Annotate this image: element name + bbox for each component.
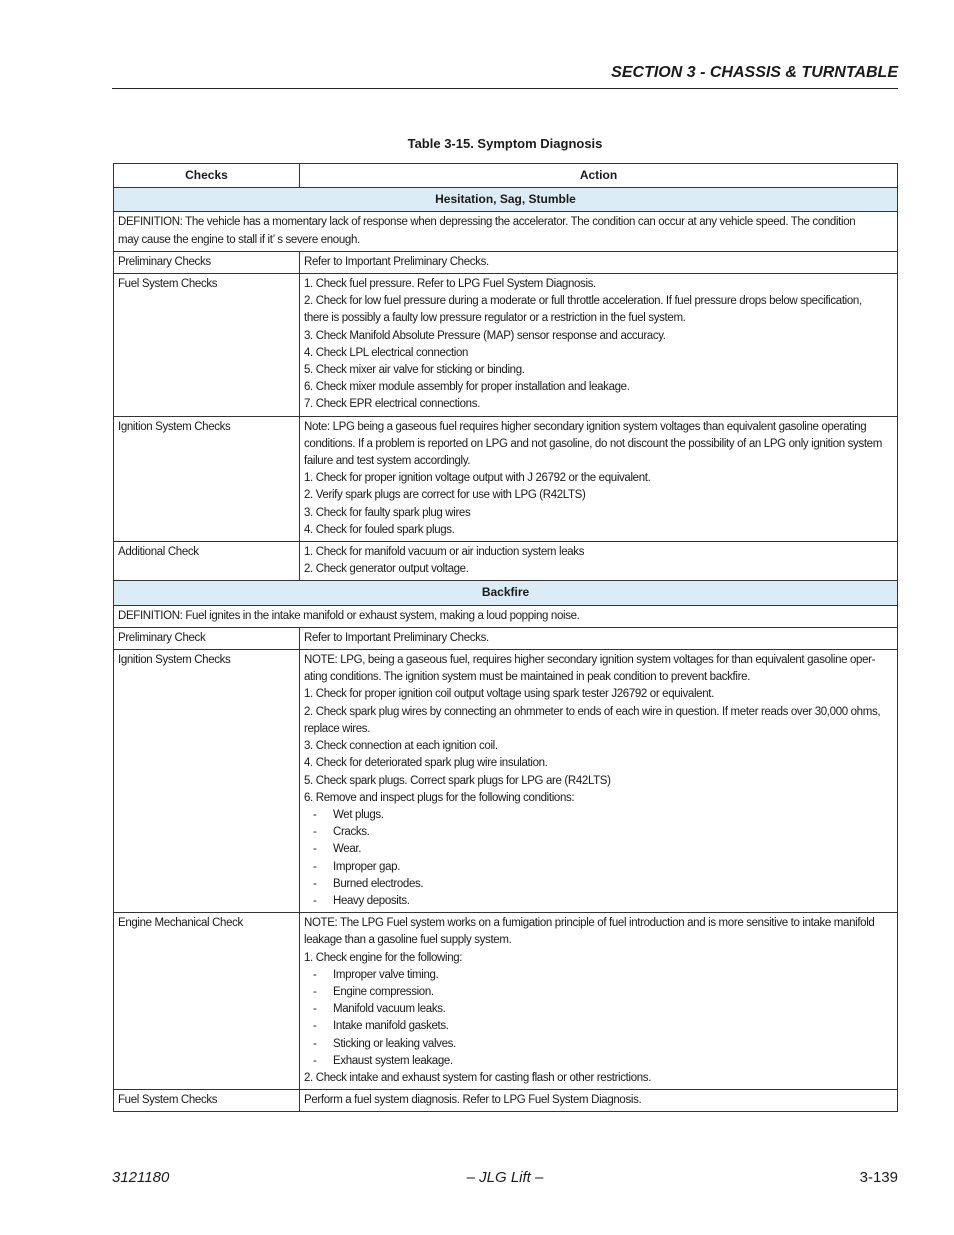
action-line: Refer to Important Preliminary Checks. bbox=[304, 631, 489, 644]
bullet-dash: - bbox=[313, 843, 317, 856]
table-header-row bbox=[114, 164, 898, 188]
action-line: Perform a fuel system diagnosis. Refer to LPG Fuel System Diagnosis. bbox=[304, 1094, 642, 1107]
action-line: 3. Check for faulty spark plug wires bbox=[304, 506, 471, 519]
check-cell: Ignition System Checks bbox=[114, 416, 300, 541]
action-bullet-item bbox=[304, 841, 893, 858]
header-divider bbox=[112, 88, 898, 89]
table-row bbox=[114, 274, 898, 417]
bullet-dash: - bbox=[313, 808, 317, 821]
action-line: 2. Check spark plug wires by connecting an ohmmeter to ends of each wire in question. If meter reads over 30,000 ohms, bbox=[304, 705, 881, 718]
action-line: 1. Check for proper ignition voltage output with J 26792 or the equivalent. bbox=[304, 472, 651, 485]
check-cell: Preliminary Checks bbox=[114, 251, 300, 273]
table-row bbox=[114, 542, 898, 581]
bullet-text: Exhaust system leakage. bbox=[333, 1054, 453, 1067]
action-bullet-item bbox=[304, 893, 893, 910]
section-title: Hesitation, Sag, Stumble bbox=[114, 188, 898, 212]
action-line: 1. Check for manifold vacuum or air induction system leaks bbox=[304, 546, 585, 559]
action-line: 1. Check for proper ignition coil output voltage using spark tester J26792 or equivalent. bbox=[304, 688, 714, 701]
action-line: 5. Check spark plugs. Correct spark plugs for LPG are (R42LTS) bbox=[304, 774, 611, 787]
action-line: 5. Check mixer air valve for sticking or binding. bbox=[304, 364, 525, 377]
bullet-dash: - bbox=[313, 985, 317, 998]
table-body bbox=[114, 188, 898, 1112]
bullet-text: Sticking or leaking valves. bbox=[333, 1037, 456, 1050]
action-line: 4. Check LPL electrical connection bbox=[304, 346, 469, 359]
action-bullet-item bbox=[304, 824, 893, 841]
action-line: 4. Check for fouled spark plugs. bbox=[304, 523, 455, 536]
definition-row bbox=[114, 212, 898, 251]
bullet-text: Engine compression. bbox=[333, 985, 434, 998]
action-line: 2. Check intake and exhaust system for casting flash or other restrictions. bbox=[304, 1071, 652, 1084]
bullet-text: Burned electrodes. bbox=[333, 877, 424, 890]
section-title: Backfire bbox=[114, 581, 898, 605]
footer-doc-number: 3121180 bbox=[112, 1169, 170, 1186]
action-line: ating conditions. The ignition system must be maintained in peak condition to prevent backfire. bbox=[304, 671, 750, 684]
action-line: 7. Check EPR electrical connections. bbox=[304, 398, 480, 411]
definition-line: may cause the engine to stall if it’ s severe enough. bbox=[118, 233, 360, 246]
action-line: 3. Check Manifold Absolute Pressure (MAP) sensor response and accuracy. bbox=[304, 329, 666, 342]
action-line: 6. Check mixer module assembly for proper installation and leakage. bbox=[304, 381, 630, 394]
action-line: 2. Verify spark plugs are correct for use with LPG (R42LTS) bbox=[304, 489, 586, 502]
action-bullet-item bbox=[304, 984, 893, 1001]
action-cell bbox=[300, 650, 898, 913]
action-line: conditions. If a problem is reported on LPG and not gasoline, do not discount the possibility of an LPG only ignition system bbox=[304, 437, 882, 450]
column-header-action: Action bbox=[300, 164, 898, 188]
bullet-dash: - bbox=[313, 1020, 317, 1033]
action-bullet-item bbox=[304, 807, 893, 824]
action-cell bbox=[300, 542, 898, 581]
bullet-text: Manifold vacuum leaks. bbox=[333, 1003, 446, 1016]
check-cell: Fuel System Checks bbox=[114, 1090, 300, 1112]
bullet-dash: - bbox=[313, 860, 317, 873]
action-line: Note: LPG being a gaseous fuel requires higher secondary ignition system voltages than equivalent gasoline operating bbox=[304, 420, 867, 433]
table-row bbox=[114, 913, 898, 1090]
action-line: replace wires. bbox=[304, 722, 371, 735]
action-cell bbox=[300, 627, 898, 649]
action-bullet-item bbox=[304, 876, 893, 893]
action-bullet-item bbox=[304, 967, 893, 984]
definition-row bbox=[114, 605, 898, 627]
section-header-row bbox=[114, 581, 898, 605]
action-cell bbox=[300, 274, 898, 417]
action-line: NOTE: The LPG Fuel system works on a fumigation principle of fuel introduction and is more sensitive to intake manifold bbox=[304, 917, 875, 930]
check-cell: Fuel System Checks bbox=[114, 274, 300, 417]
footer-publisher: – JLG Lift – bbox=[466, 1169, 544, 1186]
action-line: failure and test system accordingly. bbox=[304, 455, 471, 468]
bullet-text: Intake manifold gaskets. bbox=[333, 1020, 449, 1033]
table-row bbox=[114, 650, 898, 913]
check-cell: Additional Check bbox=[114, 542, 300, 581]
action-cell bbox=[300, 913, 898, 1090]
bullet-dash: - bbox=[313, 877, 317, 890]
table-row bbox=[114, 1090, 898, 1112]
bullet-dash: - bbox=[313, 968, 317, 981]
bullet-text: Cracks. bbox=[333, 826, 370, 839]
action-bullet-item bbox=[304, 1036, 893, 1053]
action-line: 6. Remove and inspect plugs for the following conditions: bbox=[304, 791, 575, 804]
bullet-text: Wear. bbox=[333, 843, 362, 856]
action-bullet-item bbox=[304, 1018, 893, 1035]
check-cell: Preliminary Check bbox=[114, 627, 300, 649]
action-bullet-item bbox=[304, 859, 893, 876]
section-header-row bbox=[114, 188, 898, 212]
bullet-dash: - bbox=[313, 826, 317, 839]
action-line: 1. Check fuel pressure. Refer to LPG Fuel System Diagnosis. bbox=[304, 278, 596, 291]
action-line: 2. Check generator output voltage. bbox=[304, 563, 469, 576]
bullet-text: Improper valve timing. bbox=[333, 968, 439, 981]
action-line: 3. Check connection at each ignition coil. bbox=[304, 740, 498, 753]
bullet-dash: - bbox=[313, 1037, 317, 1050]
bullet-dash: - bbox=[313, 1003, 317, 1016]
table-caption: Table 3-15. Symptom Diagnosis bbox=[407, 136, 603, 151]
definition-line: DEFINITION: The vehicle has a momentary lack of response when depressing the accelerator. The condition can occur at any vehicle speed. The condition bbox=[118, 216, 856, 229]
action-line: 4. Check for deteriorated spark plug wire insulation. bbox=[304, 757, 548, 770]
bullet-text: Heavy deposits. bbox=[333, 894, 410, 907]
table-row bbox=[114, 416, 898, 541]
definition-line: DEFINITION: Fuel ignites in the intake manifold or exhaust system, making a loud popping noise. bbox=[118, 609, 580, 622]
action-cell bbox=[300, 1090, 898, 1112]
bullet-dash: - bbox=[313, 894, 317, 907]
action-bullet-item bbox=[304, 1053, 893, 1070]
section-header: SECTION 3 - CHASSIS & TURNTABLE bbox=[611, 64, 898, 81]
column-header-checks: Checks bbox=[114, 164, 300, 188]
bullet-dash: - bbox=[313, 1054, 317, 1067]
action-line: 2. Check for low fuel pressure during a moderate or full throttle acceleration. If fuel pressure drops below specification, bbox=[304, 295, 862, 308]
action-line: there is possibly a faulty low pressure regulator or a restriction in the fuel system. bbox=[304, 312, 686, 325]
symptom-diagnosis-table bbox=[113, 163, 898, 1112]
check-cell: Engine Mechanical Check bbox=[114, 913, 300, 1090]
definition-cell bbox=[114, 605, 898, 627]
check-cell: Ignition System Checks bbox=[114, 650, 300, 913]
action-line: Refer to Important Preliminary Checks. bbox=[304, 255, 489, 268]
bullet-text: Improper gap. bbox=[333, 860, 401, 873]
action-line: 1. Check engine for the following: bbox=[304, 951, 463, 964]
bullet-text: Wet plugs. bbox=[333, 808, 384, 821]
table-row bbox=[114, 627, 898, 649]
action-cell bbox=[300, 416, 898, 541]
table-row bbox=[114, 251, 898, 273]
definition-cell bbox=[114, 212, 898, 251]
action-bullet-item bbox=[304, 1001, 893, 1018]
action-cell bbox=[300, 251, 898, 273]
footer-page-number: 3-139 bbox=[859, 1169, 898, 1186]
action-line: leakage than a gasoline fuel supply system. bbox=[304, 934, 512, 947]
action-line: NOTE: LPG, being a gaseous fuel, requires higher secondary ignition system voltages for than equivalent gasoline oper- bbox=[304, 654, 876, 667]
